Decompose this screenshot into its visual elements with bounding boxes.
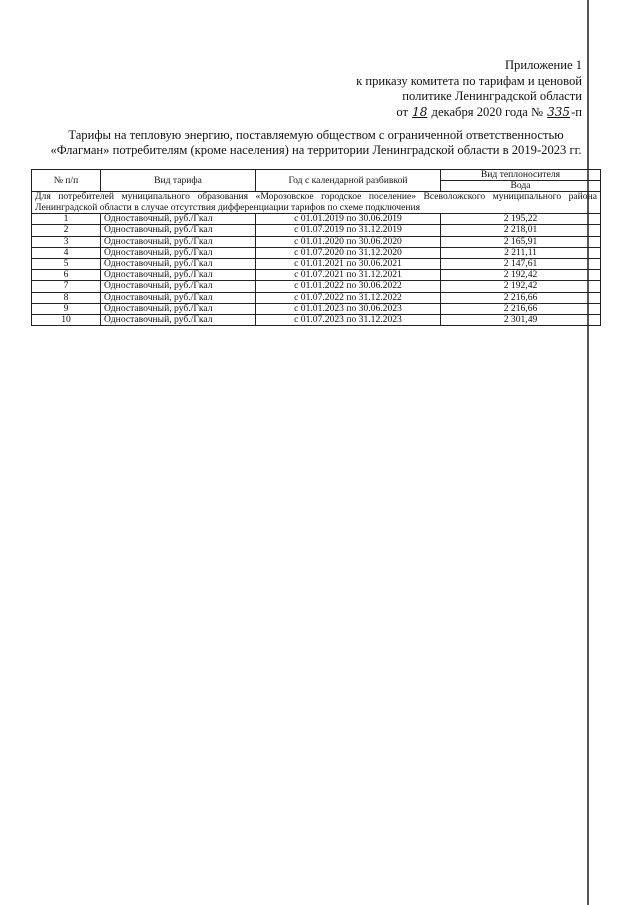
table-row bbox=[32, 292, 601, 303]
header-period: Год с календарной разбивкой bbox=[256, 170, 441, 192]
header-carrier: Вид теплоносителя bbox=[441, 170, 601, 181]
cell-period: с 01.07.2023 по 31.12.2023 bbox=[256, 315, 441, 326]
cell-kind: Одноставочный, руб./Гкал bbox=[101, 315, 256, 326]
header-water: Вода bbox=[441, 181, 601, 192]
header-num: № п/п bbox=[32, 170, 101, 192]
cell-kind: Одноставочный, руб./Гкал bbox=[101, 292, 256, 303]
cell-kind: Одноставочный, руб./Гкал bbox=[101, 214, 256, 225]
cell-period: с 01.01.2021 по 30.06.2021 bbox=[256, 259, 441, 270]
cell-water: 2 216,66 bbox=[441, 303, 601, 314]
group-description: Для потребителей муниципального образования «Морозовское городское поселение» Всеволожского муниципального района Ленинградской области в случае отсутствия дифференциации тарифов по схеме подключения bbox=[32, 192, 601, 214]
table-row bbox=[32, 270, 601, 281]
cell-water: 2 211,11 bbox=[441, 247, 601, 258]
cell-period: с 01.01.2019 по 30.06.2019 bbox=[256, 214, 441, 225]
cell-period: с 01.07.2022 по 31.12.2022 bbox=[256, 292, 441, 303]
cell-water: 2 195,22 bbox=[441, 214, 601, 225]
cell-water: 2 218,01 bbox=[441, 225, 601, 236]
cell-water: 2 216,66 bbox=[441, 292, 601, 303]
cell-kind: Одноставочный, руб./Гкал bbox=[101, 225, 256, 236]
cell-water: 2 301,49 bbox=[441, 315, 601, 326]
cell-water: 2 147,61 bbox=[441, 259, 601, 270]
cell-num: 6 bbox=[32, 270, 101, 281]
appendix-order-line: к приказу комитета по тарифам и ценовой bbox=[356, 73, 582, 88]
table-row bbox=[32, 281, 601, 292]
cell-num: 7 bbox=[32, 281, 101, 292]
cell-kind: Одноставочный, руб./Гкал bbox=[101, 303, 256, 314]
cell-kind: Одноставочный, руб./Гкал bbox=[101, 247, 256, 258]
cell-kind: Одноставочный, руб./Гкал bbox=[101, 259, 256, 270]
handwritten-order-number: 335 bbox=[547, 104, 571, 119]
cell-num: 4 bbox=[32, 247, 101, 258]
table-row bbox=[32, 303, 601, 314]
cell-water: 2 192,42 bbox=[441, 270, 601, 281]
table-row bbox=[32, 214, 601, 225]
cell-kind: Одноставочный, руб./Гкал bbox=[101, 281, 256, 292]
handwritten-day: 18 bbox=[412, 104, 428, 119]
cell-num: 1 bbox=[32, 214, 101, 225]
cell-num: 3 bbox=[32, 236, 101, 247]
cell-num: 10 bbox=[32, 315, 101, 326]
tariff-table bbox=[31, 169, 601, 326]
table-row bbox=[32, 315, 601, 326]
group-row bbox=[32, 192, 601, 214]
order-suffix: -п bbox=[571, 104, 582, 119]
title-line-1: Тарифы на тепловую энергию, поставляемую обществом с ограниченной ответственностью bbox=[68, 128, 564, 142]
document-title bbox=[30, 128, 602, 158]
date-middle: декабря 2020 года № bbox=[431, 104, 543, 119]
cell-period: с 01.01.2022 по 30.06.2022 bbox=[256, 281, 441, 292]
appendix-committee-line: политике Ленинградской области bbox=[402, 89, 582, 104]
cell-period: с 01.07.2021 по 31.12.2021 bbox=[256, 270, 441, 281]
cell-num: 9 bbox=[32, 303, 101, 314]
appendix-date-line bbox=[322, 105, 582, 121]
table-row bbox=[32, 225, 601, 236]
cell-num: 5 bbox=[32, 259, 101, 270]
appendix-title: Приложение 1 bbox=[504, 58, 582, 72]
appendix-block bbox=[322, 58, 582, 120]
title-line-2: «Флагман» потребителям (кроме населения) на территории Ленинградской области в 2019-2023 гг. bbox=[50, 143, 582, 157]
cell-period: с 01.01.2023 по 30.06.2023 bbox=[256, 303, 441, 314]
header-kind: Вид тарифа bbox=[101, 170, 256, 192]
table-row bbox=[32, 247, 601, 258]
cell-period: с 01.07.2020 по 31.12.2020 bbox=[256, 247, 441, 258]
cell-kind: Одноставочный, руб./Гкал bbox=[101, 270, 256, 281]
cell-period: с 01.01.2020 по 30.06.2020 bbox=[256, 236, 441, 247]
table-row bbox=[32, 259, 601, 270]
cell-period: с 01.07.2019 по 31.12.2019 bbox=[256, 225, 441, 236]
cell-num: 2 bbox=[32, 225, 101, 236]
cell-water: 2 192,42 bbox=[441, 281, 601, 292]
table-row bbox=[32, 236, 601, 247]
cell-num: 8 bbox=[32, 292, 101, 303]
date-prefix: от bbox=[396, 104, 408, 119]
cell-kind: Одноставочный, руб./Гкал bbox=[101, 236, 256, 247]
cell-water: 2 165,91 bbox=[441, 236, 601, 247]
table-header-row bbox=[32, 170, 601, 181]
